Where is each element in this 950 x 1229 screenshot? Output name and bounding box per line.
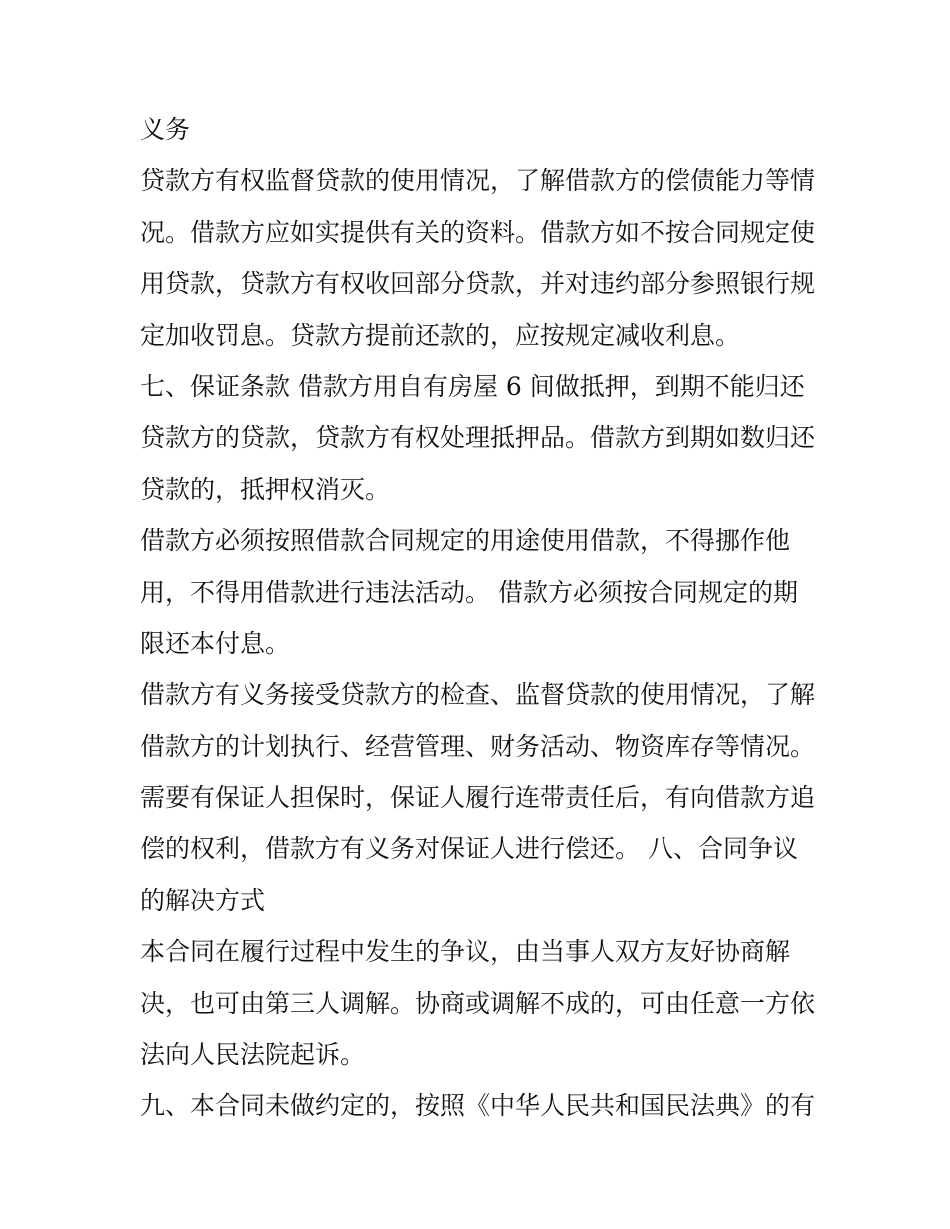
text-line: 用，不得用借款进行违法活动。 借款方必须按合同规定的期 xyxy=(140,577,798,607)
text-line: 贷款的，抵押权消灭。 xyxy=(140,474,391,504)
text-line: 的解决方式 xyxy=(140,885,266,915)
text-line: 本合同在履行过程中发生的争议，由当事人双方友好协商解 xyxy=(140,937,791,967)
text-line: 况。借款方应如实提供有关的资料。借款方如不按合同规定使 xyxy=(140,217,816,247)
text-line: 九、本合同未做约定的，按照《中华人民共和国民法典》的有 xyxy=(140,1091,816,1121)
text-line: 义务 xyxy=(140,115,191,144)
text-line: 法向人民法院起诉。 xyxy=(140,1040,366,1070)
text-line: 借款方必须按照借款合同规定的用途使用借款，不得挪作他 xyxy=(140,526,791,556)
text-line: 定加收罚息。贷款方提前还款的，应按规定减收利息。 xyxy=(140,320,741,350)
text-line: 限还本付息。 xyxy=(140,628,291,658)
text-line: 用贷款，贷款方有权收回部分贷款，并对违约部分参照银行规 xyxy=(140,269,816,299)
text-line: 借款方的计划执行、经营管理、财务活动、物资库存等情况。 xyxy=(140,731,816,761)
text-line: 决，也可由第三人调解。协商或调解不成的，可由任意一方依 xyxy=(140,988,816,1018)
contract-text xyxy=(140,104,820,1132)
text-line: 贷款方的贷款，贷款方有权处理抵押品。借款方到期如数归还 xyxy=(140,423,816,453)
text-line: 贷款方有权监督贷款的使用情况，了解借款方的偿债能力等情 xyxy=(140,166,816,196)
text-line: 需要有保证人担保时，保证人履行连带责任后，有向借款方追 xyxy=(140,783,816,813)
text-line: 七、保证条款 借款方用自有房屋 6 间做抵押，到期不能归还 xyxy=(140,371,805,401)
text-line: 借款方有义务接受贷款方的检查、监督贷款的使用情况，了解 xyxy=(140,680,816,710)
text-line: 偿的权利，借款方有义务对保证人进行偿还。 八、合同争议 xyxy=(140,834,798,864)
